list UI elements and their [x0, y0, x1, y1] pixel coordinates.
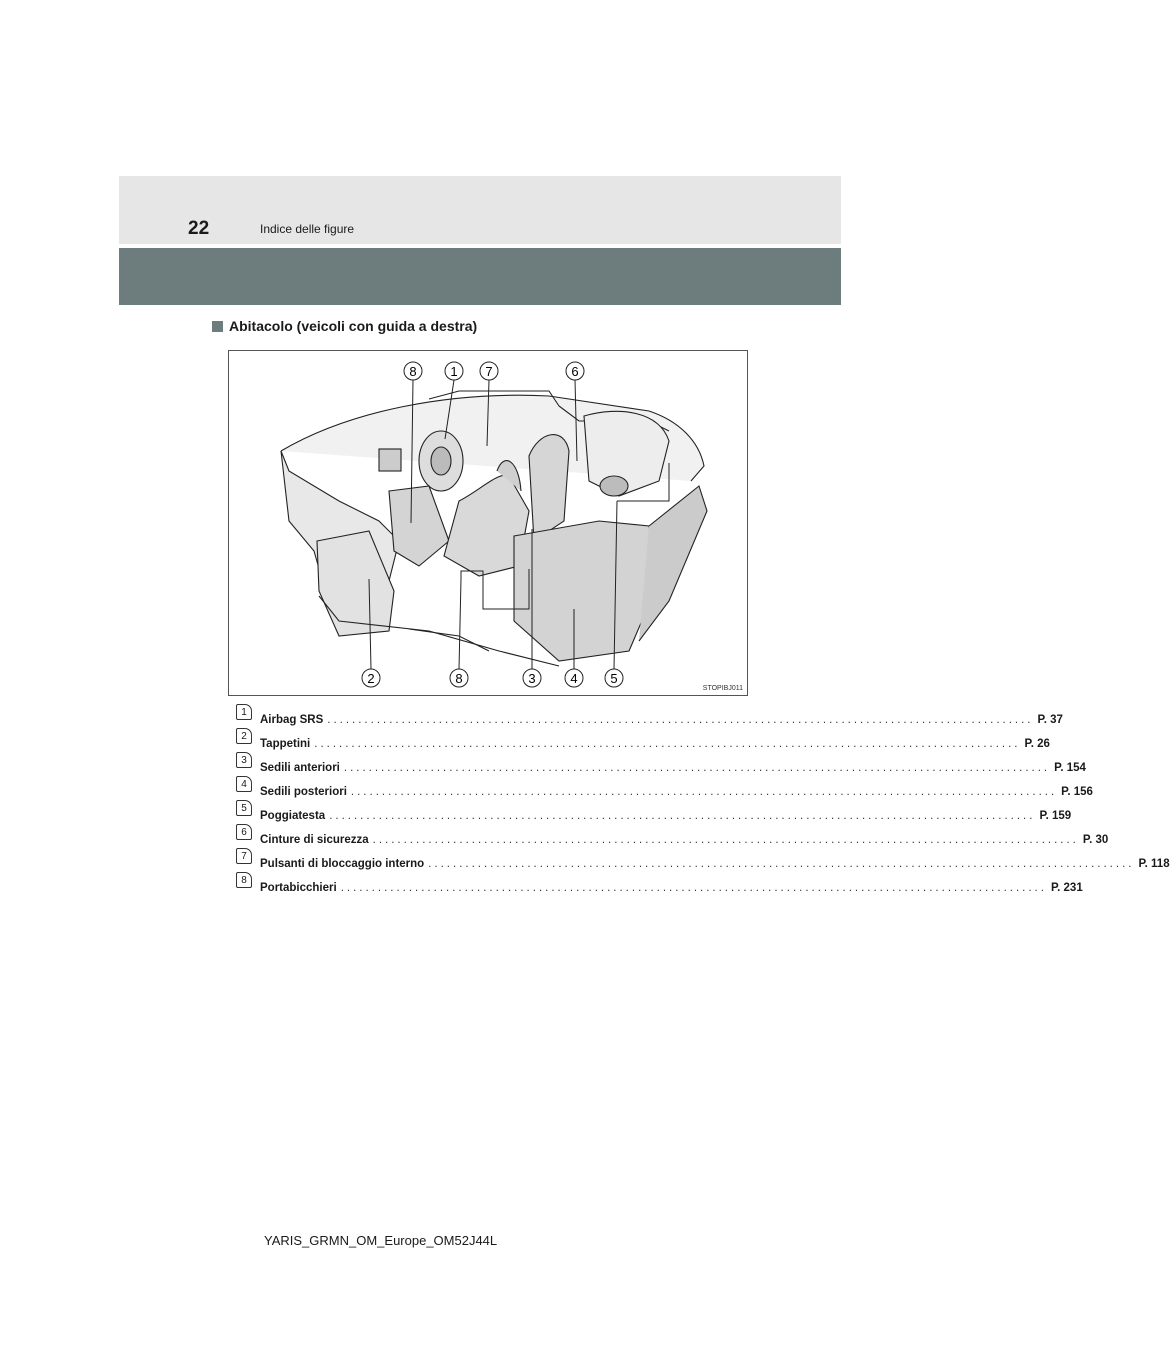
item-number-badge: 2 — [236, 728, 252, 744]
svg-text:1: 1 — [450, 364, 458, 379]
callout-5 — [605, 669, 623, 687]
legend-item — [236, 754, 1086, 780]
document-footer: YARIS_GRMN_OM_Europe_OM52J44L — [264, 1233, 498, 1248]
leader-dots: .................................................................................................................. — [343, 762, 1051, 774]
header-bar — [119, 248, 841, 305]
leader-dots: .................................................................................................................. — [350, 786, 1058, 798]
svg-text:7: 7 — [485, 364, 493, 379]
item-number-badge: 5 — [236, 800, 252, 816]
callout-2 — [362, 669, 380, 687]
callout-4 — [565, 669, 583, 687]
callout-1 — [445, 362, 463, 380]
item-label: Sedili posteriori — [260, 786, 347, 798]
item-page-ref: P. 231 — [1050, 882, 1083, 894]
section-title: Indice delle figure — [260, 222, 355, 236]
item-number-badge: 6 — [236, 824, 252, 840]
legend-item — [236, 802, 1072, 828]
item-page-ref: P. 118 — [1138, 858, 1170, 870]
callout-6 — [566, 362, 584, 380]
item-label: Portabicchieri — [260, 882, 337, 894]
legend-item — [236, 826, 1109, 852]
callout-3 — [523, 669, 541, 687]
figure-code: STOPIBJ011 — [702, 685, 743, 692]
svg-text:4: 4 — [570, 671, 578, 686]
item-page-ref: P. 30 — [1082, 834, 1109, 846]
callout-7 — [480, 362, 498, 380]
item-page-ref: P. 26 — [1024, 738, 1050, 750]
item-label: Pulsanti di bloccaggio interno — [260, 858, 425, 870]
svg-text:5: 5 — [610, 671, 618, 686]
callout-8-bottom — [450, 669, 468, 687]
legend-item — [236, 730, 1050, 756]
legend-item — [236, 706, 1063, 732]
item-number-badge: 7 — [236, 848, 252, 864]
svg-text:6: 6 — [571, 364, 579, 379]
item-label: Poggiatesta — [260, 810, 326, 822]
interior-figure — [228, 350, 748, 696]
item-label: Airbag SRS — [260, 714, 324, 726]
leader-dots: .................................................................................................................. — [327, 714, 1034, 726]
svg-text:3: 3 — [528, 671, 536, 686]
square-bullet-icon — [212, 321, 223, 332]
subheading-text: Abitacolo (veicoli con guida a destra) — [229, 318, 478, 334]
legend-item — [236, 850, 1170, 876]
item-number-badge: 4 — [236, 776, 252, 792]
leader-dots: .................................................................................................................. — [428, 858, 1135, 870]
item-number-badge: 1 — [236, 704, 252, 720]
svg-text:8: 8 — [409, 364, 417, 379]
item-page-ref: P. 156 — [1061, 786, 1093, 798]
header-band — [119, 176, 841, 244]
callout-8-top — [404, 362, 422, 380]
legend-list — [236, 706, 1170, 900]
svg-text:8: 8 — [455, 671, 463, 686]
leader-dots: .................................................................................................................. — [314, 738, 1021, 750]
item-page-ref: P. 154 — [1054, 762, 1086, 774]
page-number: 22 — [188, 218, 210, 239]
legend-item — [236, 874, 1083, 900]
legend-item — [236, 778, 1093, 804]
item-label: Sedili anteriori — [260, 762, 340, 774]
item-label: Tappetini — [260, 738, 311, 750]
car-interior-illustration — [229, 351, 747, 695]
item-page-ref: P. 37 — [1037, 714, 1063, 726]
leader-dots: .................................................................................................................. — [372, 834, 1079, 846]
item-number-badge: 8 — [236, 872, 252, 888]
item-label: Cinture di sicurezza — [260, 834, 369, 846]
item-page-ref: P. 159 — [1039, 810, 1072, 822]
svg-text:2: 2 — [367, 671, 375, 686]
item-number-badge: 3 — [236, 752, 252, 768]
leader-dots: .................................................................................................................. — [340, 882, 1047, 894]
subheading — [212, 318, 477, 334]
leader-dots: .................................................................................................................. — [329, 810, 1036, 822]
